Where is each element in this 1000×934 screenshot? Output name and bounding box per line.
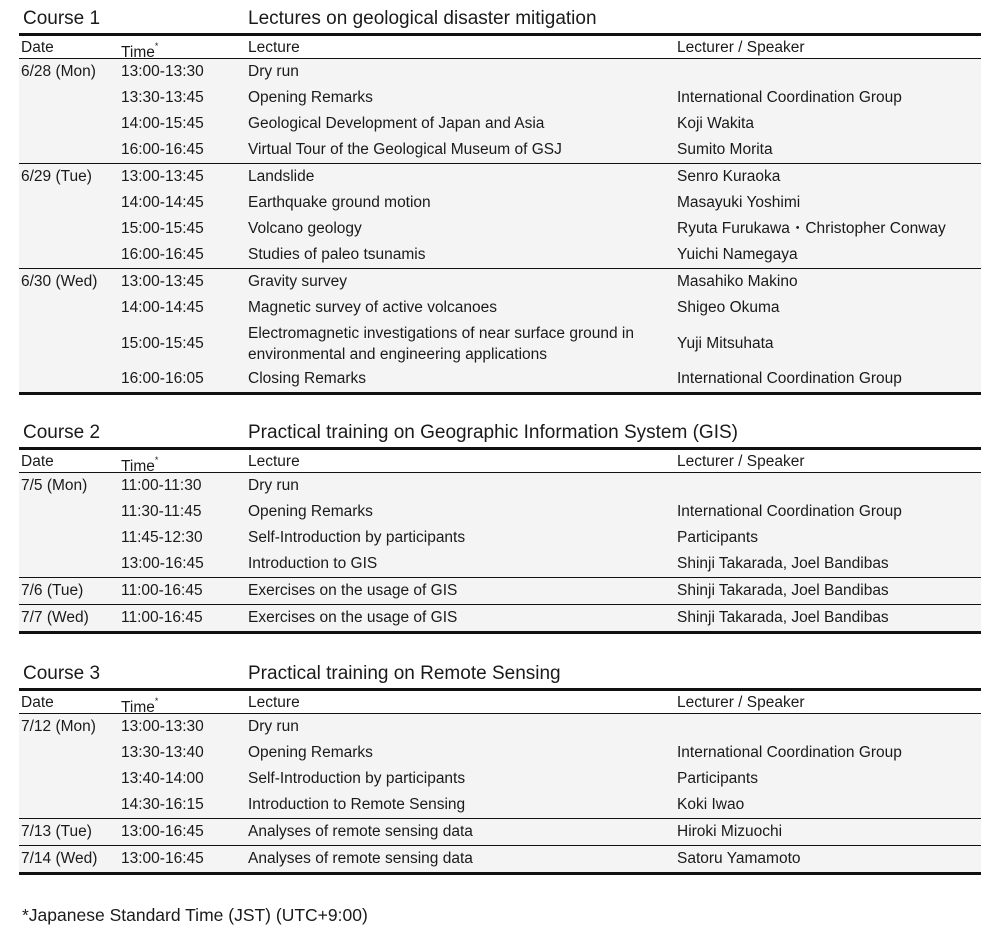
lecture-cell: Opening Remarks (248, 744, 373, 761)
date-cell: 7/6 (Tue) (21, 582, 84, 599)
date-cell: 7/7 (Wed) (21, 609, 89, 626)
lecture-cell: Virtual Tour of the Geological Museum of GSJ (248, 141, 562, 158)
table-row (19, 473, 981, 499)
day-block (19, 819, 981, 846)
speaker-cell: International Coordination Group (677, 744, 902, 761)
table-row (19, 242, 981, 268)
course-2-section (19, 421, 981, 634)
lecture-cell: Opening Remarks (248, 503, 373, 520)
time-cell: 13:00-13:30 (121, 718, 204, 735)
header-time-marker: * (154, 455, 159, 465)
time-cell: 13:00-13:30 (121, 63, 204, 80)
header-date: Date (21, 453, 54, 470)
lecture-cell: Exercises on the usage of GIS (248, 582, 458, 599)
time-cell: 14:00-14:45 (121, 194, 204, 211)
speaker-cell: Participants (677, 770, 758, 787)
time-cell: 13:40-14:00 (121, 770, 204, 787)
speaker-cell: International Coordination Group (677, 370, 902, 387)
header-speaker: Lecturer / Speaker (677, 453, 805, 470)
lecture-cell: Gravity survey (248, 273, 348, 290)
table-row (19, 605, 981, 631)
header-lecture: Lecture (248, 39, 300, 56)
table-row (19, 766, 981, 792)
day-block (19, 846, 981, 875)
table-row (19, 578, 981, 604)
lecture-cell: Introduction to GIS (248, 555, 378, 572)
time-cell: 11:00-16:45 (121, 609, 203, 626)
date-cell: 7/5 (Mon) (21, 477, 88, 494)
lecture-cell: Dry run (248, 63, 299, 80)
table-row (19, 792, 981, 818)
course-1-section (19, 7, 981, 395)
header-time-marker: * (154, 696, 159, 706)
table-row (19, 819, 981, 845)
speaker-cell: Yuji Mitsuhata (677, 335, 774, 352)
lecture-cell: Geological Development of Japan and Asia (248, 115, 545, 132)
table-row (19, 59, 981, 85)
time-cell: 11:00-11:30 (121, 477, 202, 494)
speaker-cell: Shigeo Okuma (677, 299, 780, 316)
speaker-cell: Masahiko Makino (677, 273, 798, 290)
course-2-name: Course 2 (23, 422, 101, 443)
table-header (19, 450, 981, 476)
course-2-topic: Practical training on Geographic Information System (GIS) (248, 422, 738, 443)
table-header (19, 36, 981, 62)
course-1-topic: Lectures on geological disaster mitigation (248, 8, 597, 29)
date-cell: 6/29 (Tue) (21, 168, 92, 185)
header-time-label: Time (121, 44, 155, 62)
day-block (19, 269, 981, 395)
day-block (19, 473, 981, 578)
time-cell: 13:00-13:45 (121, 168, 204, 185)
speaker-cell: International Coordination Group (677, 503, 902, 520)
time-cell: 15:00-15:45 (121, 220, 204, 237)
date-cell: 7/12 (Mon) (21, 718, 96, 735)
time-cell: 11:30-11:45 (121, 503, 202, 520)
speaker-cell: Yuichi Namegaya (677, 246, 798, 263)
lecture-cell: Dry run (248, 718, 299, 735)
header-lecture: Lecture (248, 453, 300, 470)
course-3-table (19, 688, 981, 875)
lecture-cell: Volcano geology (248, 220, 362, 237)
speaker-cell: Ryuta Furukawa・Christopher Conway (677, 220, 946, 237)
course-3-title-row (19, 662, 981, 688)
speaker-cell: Participants (677, 529, 758, 546)
table-row (19, 551, 981, 577)
course-1-table (19, 33, 981, 395)
time-cell: 11:45-12:30 (121, 529, 203, 546)
time-cell: 11:00-16:45 (121, 582, 203, 599)
lecture-cell: Exercises on the usage of GIS (248, 609, 458, 626)
lecture-cell: Dry run (248, 477, 299, 494)
date-cell: 6/28 (Mon) (21, 63, 96, 80)
table-row (19, 111, 981, 137)
speaker-cell: International Coordination Group (677, 89, 902, 106)
speaker-cell: Hiroki Mizuochi (677, 823, 783, 840)
date-cell: 6/30 (Wed) (21, 273, 98, 290)
speaker-cell: Sumito Morita (677, 141, 773, 158)
header-speaker: Lecturer / Speaker (677, 694, 805, 711)
lecture-cell: Closing Remarks (248, 370, 367, 387)
header-time-marker: * (154, 41, 159, 51)
time-cell: 13:00-16:45 (121, 850, 204, 867)
day-block (19, 164, 981, 269)
course-1-title-row (19, 7, 981, 33)
lecture-cell: Magnetic survey of active volcanoes (248, 299, 497, 316)
speaker-cell: Masayuki Yoshimi (677, 194, 801, 211)
table-row (19, 740, 981, 766)
lecture-cell: Electromagnetic investigations of near surface ground in environmental and engineering applications (248, 325, 634, 363)
table-row (19, 216, 981, 242)
table-row (19, 190, 981, 216)
course-3-name: Course 3 (23, 663, 101, 684)
speaker-cell: Koji Wakita (677, 115, 754, 132)
time-cell: 14:30-16:15 (121, 796, 204, 813)
table-row (19, 499, 981, 525)
time-cell: 16:00-16:05 (121, 370, 204, 387)
lecture-cell: Earthquake ground motion (248, 194, 431, 211)
day-block (19, 714, 981, 819)
time-cell: 13:00-16:45 (121, 823, 204, 840)
lecture-cell: Analyses of remote sensing data (248, 850, 473, 867)
table-row (19, 846, 981, 872)
lecture-cell: Studies of paleo tsunamis (248, 246, 426, 263)
day-block (19, 605, 981, 634)
header-time-label: Time (121, 458, 155, 476)
date-cell: 7/14 (Wed) (21, 850, 98, 867)
time-cell: 15:00-15:45 (121, 335, 204, 352)
speaker-cell: Shinji Takarada, Joel Bandibas (677, 609, 889, 626)
speaker-cell: Satoru Yamamoto (677, 850, 801, 867)
day-block (19, 578, 981, 605)
speaker-cell: Shinji Takarada, Joel Bandibas (677, 555, 889, 572)
lecture-cell: Introduction to Remote Sensing (248, 796, 466, 813)
lecture-cell: Self-Introduction by participants (248, 770, 466, 787)
header-time-label: Time (121, 699, 155, 717)
time-cell: 13:00-13:45 (121, 273, 204, 290)
timezone-footnote: *Japanese Standard Time (JST) (UTC+9:00) (22, 905, 368, 925)
course-1-name: Course 1 (23, 8, 101, 29)
time-cell: 13:00-16:45 (121, 555, 204, 572)
time-cell: 14:00-14:45 (121, 299, 204, 316)
course-3-topic: Practical training on Remote Sensing (248, 663, 561, 684)
table-row (19, 137, 981, 163)
table-row (19, 85, 981, 111)
header-lecture: Lecture (248, 694, 300, 711)
date-cell: 7/13 (Tue) (21, 823, 92, 840)
table-row (19, 366, 981, 392)
table-header (19, 691, 981, 717)
header-date: Date (21, 694, 54, 711)
course-3-section (19, 662, 981, 875)
speaker-cell: Shinji Takarada, Joel Bandibas (677, 582, 889, 599)
speaker-cell: Senro Kuraoka (677, 168, 781, 185)
course-2-table (19, 447, 981, 634)
time-cell: 14:00-15:45 (121, 115, 204, 132)
lecture-cell: Landslide (248, 168, 315, 185)
table-row (19, 269, 981, 295)
table-row (19, 525, 981, 551)
lecture-cell: Self-Introduction by participants (248, 529, 466, 546)
header-speaker: Lecturer / Speaker (677, 39, 805, 56)
table-row (19, 295, 981, 321)
time-cell: 13:30-13:40 (121, 744, 204, 761)
header-date: Date (21, 39, 54, 56)
table-row (19, 714, 981, 740)
time-cell: 13:30-13:45 (121, 89, 204, 106)
time-cell: 16:00-16:45 (121, 141, 204, 158)
table-row (19, 164, 981, 190)
lecture-cell: Opening Remarks (248, 89, 373, 106)
speaker-cell: Koki Iwao (677, 796, 745, 813)
time-cell: 16:00-16:45 (121, 246, 204, 263)
table-row (19, 321, 981, 366)
lecture-cell: Analyses of remote sensing data (248, 823, 473, 840)
day-block (19, 59, 981, 164)
course-2-title-row (19, 421, 981, 447)
